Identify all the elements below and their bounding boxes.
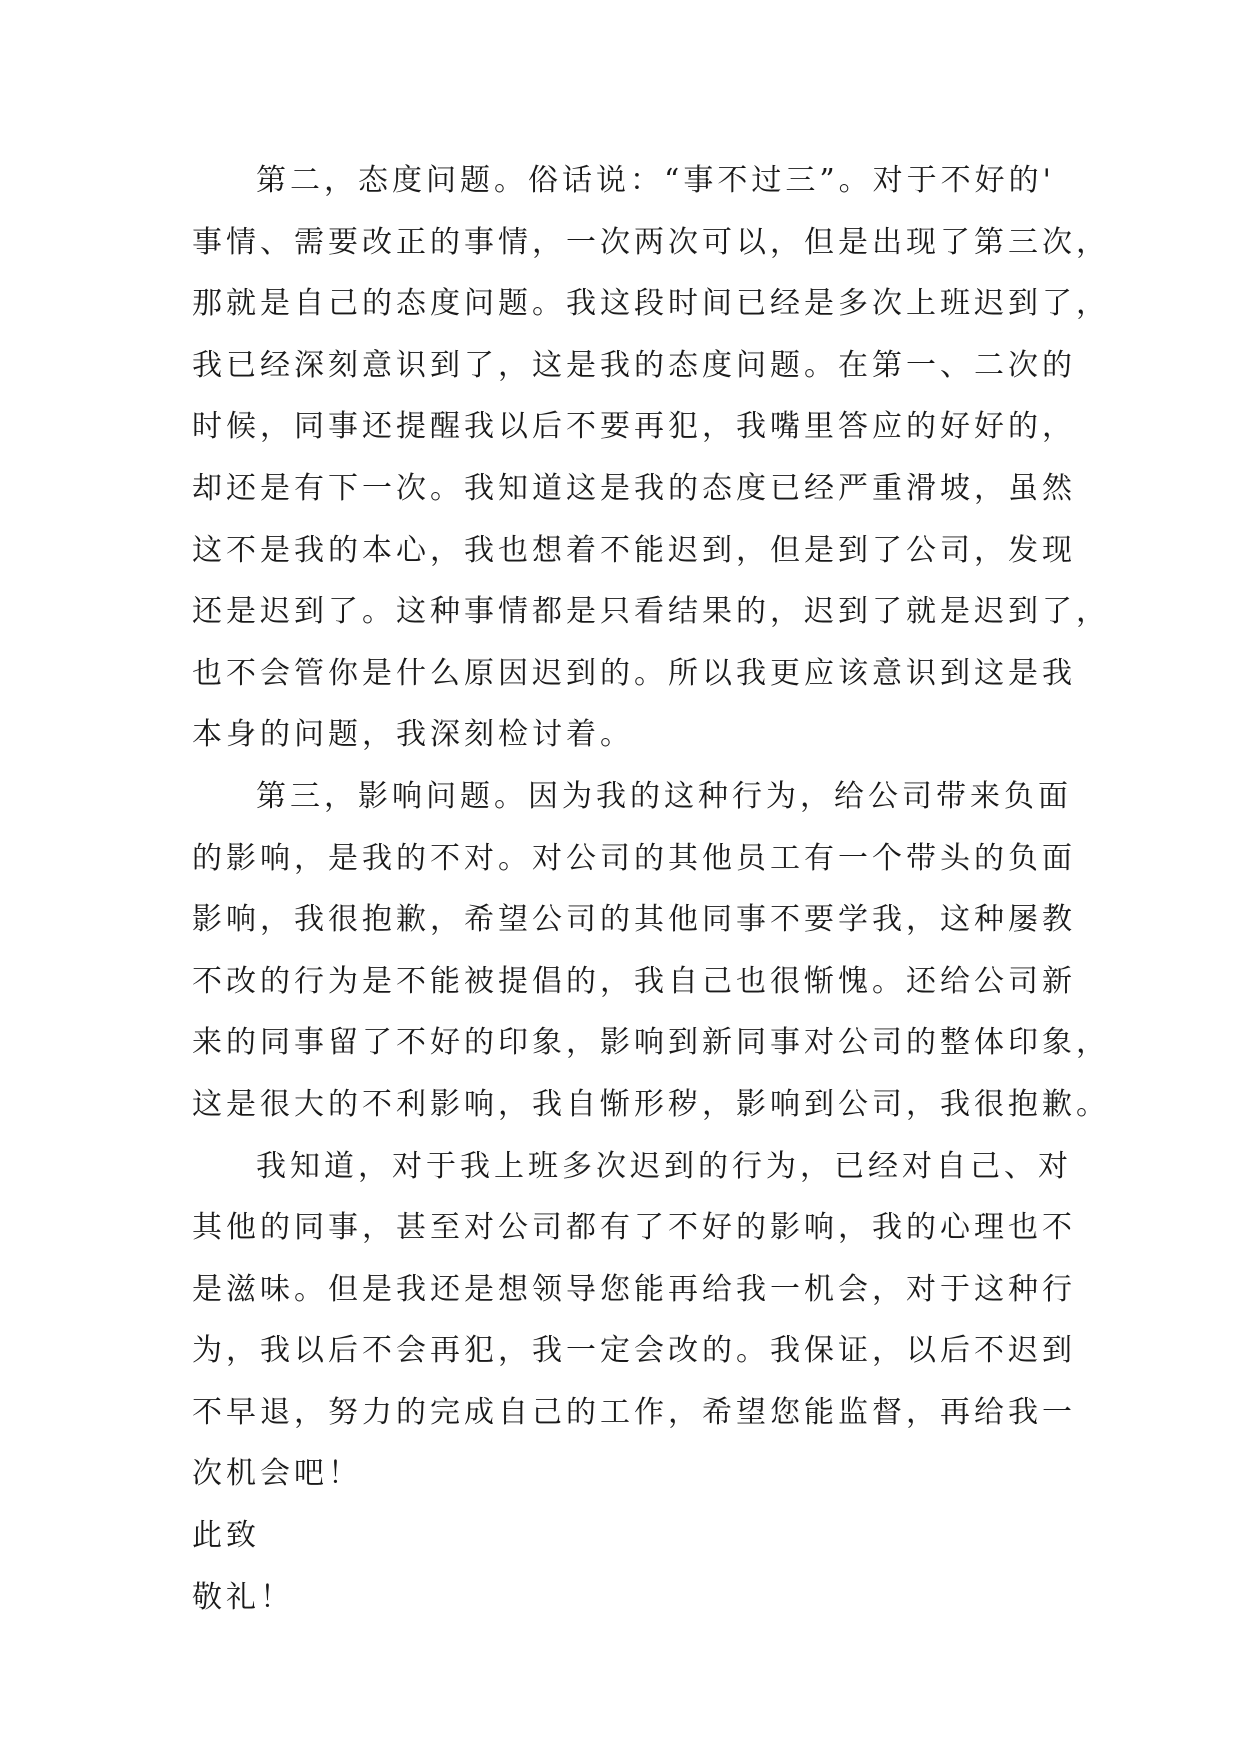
text-line: 不早退，努力的完成自己的工作，希望您能监督，再给我一 — [192, 1394, 1076, 1430]
paragraph-attitude — [192, 150, 1110, 766]
text-line: 为，我以后不会再犯，我一定会改的。我保证，以后不迟到 — [192, 1333, 1076, 1369]
text-line: 我已经深刻意识到了，这是我的态度问题。在第一、二次的 — [192, 347, 1076, 383]
text-line: 时候，同事还提醒我以后不要再犯，我嘴里答应的好好的， — [192, 409, 1076, 445]
text-line: 不改的行为是不能被提倡的，我自己也很惭愧。还给公司新 — [192, 963, 1076, 999]
paragraph-impact — [192, 766, 1110, 1136]
text-line: 其他的同事，甚至对公司都有了不好的影响，我的心理也不 — [192, 1210, 1076, 1246]
text-line: 却还是有下一次。我知道这是我的态度已经严重滑坡，虽然 — [192, 470, 1076, 506]
text-line: 次机会吧！ — [192, 1456, 362, 1492]
text-line: 这不是我的本心，我也想着不能迟到，但是到了公司，发现 — [192, 532, 1076, 568]
text-line: 影响，我很抱歉，希望公司的其他同事不要学我，这种屡教 — [192, 902, 1076, 938]
text-line: 来的同事留了不好的印象，影响到新同事对公司的整体印象， — [192, 1025, 1110, 1061]
paragraph-conclusion — [192, 1136, 1092, 1506]
closing-block — [192, 1505, 1092, 1628]
text-line: 的影响，是我的不对。对公司的其他员工有一个带头的负面 — [192, 840, 1076, 876]
text-line: 是滋味。但是我还是想领导您能再给我一机会，对于这种行 — [192, 1271, 1076, 1307]
text-line: 事情、需要改正的事情，一次两次可以，但是出现了第三次， — [192, 224, 1110, 260]
text-line: 这是很大的不利影响，我自惭形秽，影响到公司，我很抱歉。 — [192, 1086, 1110, 1122]
closing-line-1: 此致 — [192, 1518, 260, 1554]
text-line: 还是迟到了。这种事情都是只看结果的，迟到了就是迟到了， — [192, 594, 1110, 630]
text-line: 我知道，对于我上班多次迟到的行为，已经对自己、对 — [256, 1148, 1072, 1184]
document-page — [192, 150, 1110, 1628]
text-line: 第三，影响问题。因为我的这种行为，给公司带来负面 — [256, 778, 1072, 814]
text-line: 也不会管你是什么原因迟到的。所以我更应该意识到这是我 — [192, 655, 1076, 691]
text-line: 那就是自己的态度问题。我这段时间已经是多次上班迟到了， — [192, 286, 1110, 322]
text-line: 第二，态度问题。俗话说：“事不过三”。对于不好的' — [256, 163, 1055, 198]
closing-line-2: 敬礼！ — [192, 1579, 294, 1615]
text-line: 本身的问题，我深刻检讨着。 — [192, 717, 634, 753]
